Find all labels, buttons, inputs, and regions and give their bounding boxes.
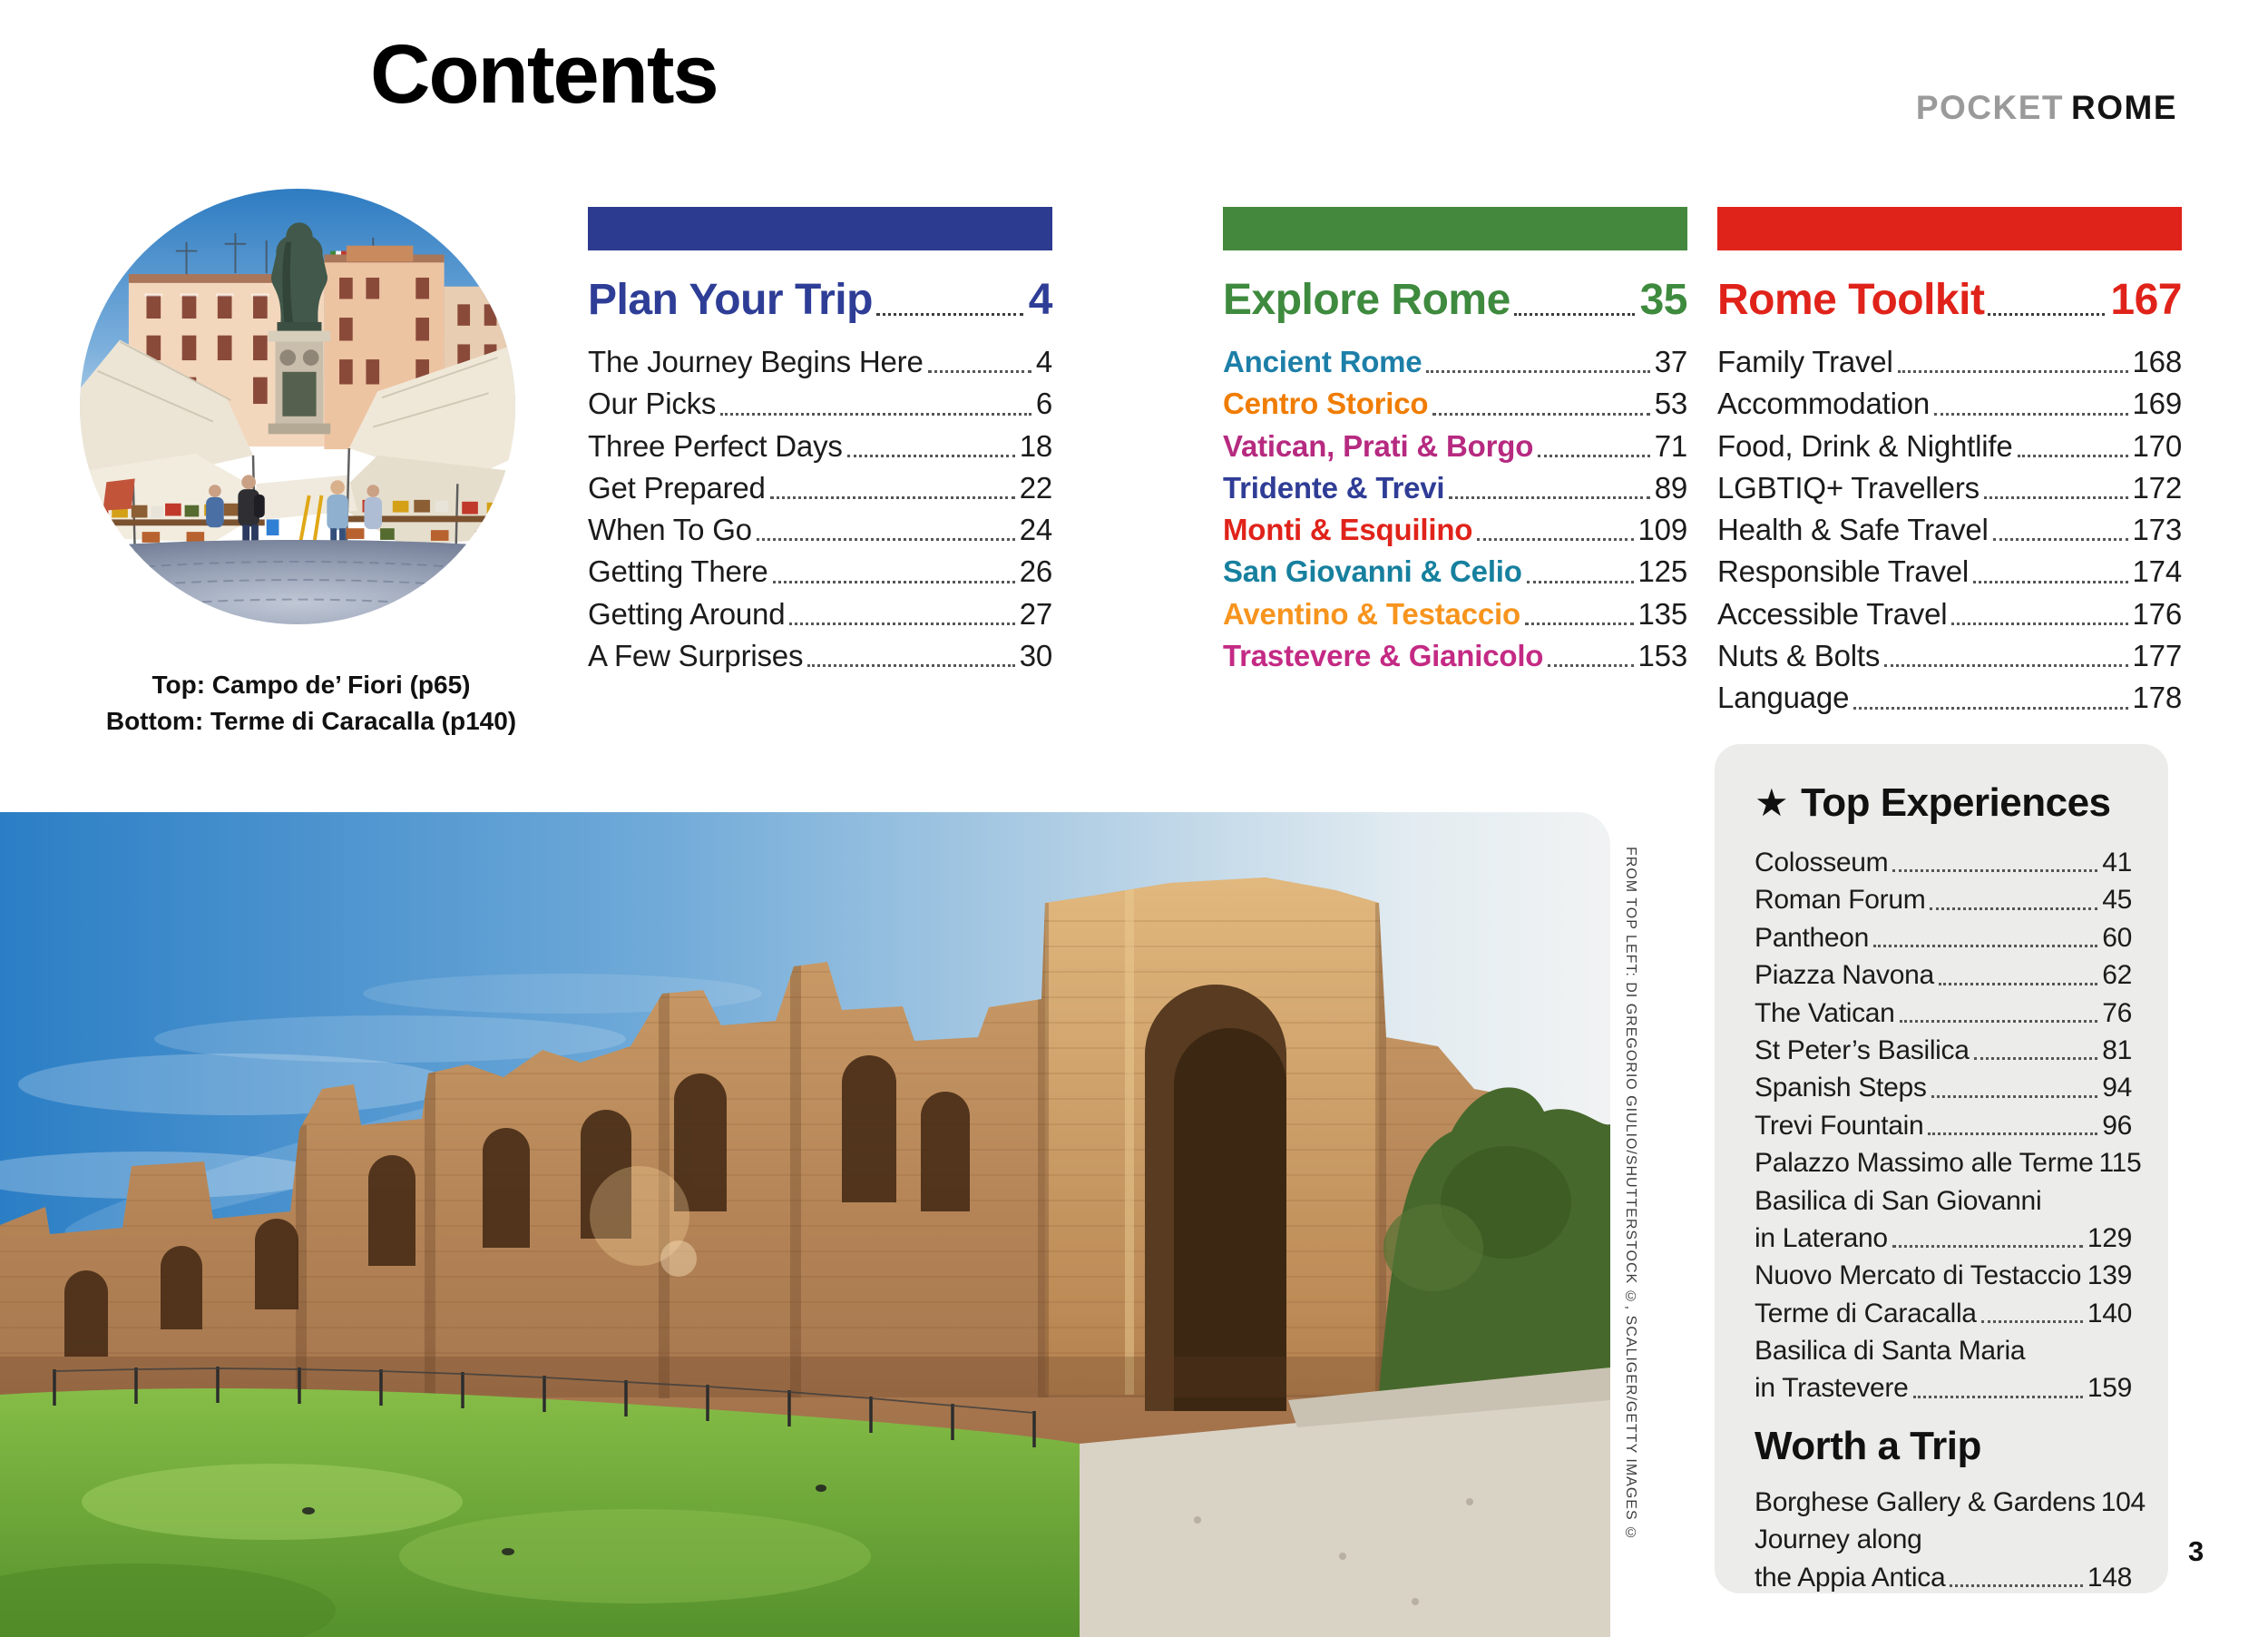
toc-item-label: in Trastevere xyxy=(1755,1373,1909,1404)
ruins-photo xyxy=(0,812,1610,1637)
toc-item xyxy=(1755,1182,2132,1220)
toc-item-page: 170 xyxy=(2132,428,2182,463)
toc-item-label: Centro Storico xyxy=(1223,387,1429,421)
section-page: 4 xyxy=(1028,276,1052,324)
toc-item xyxy=(1223,593,1687,635)
dotted-leader xyxy=(1891,844,2099,881)
toc-item xyxy=(588,551,1052,593)
section-explore-rome xyxy=(1223,207,1687,677)
toc-list xyxy=(1223,341,1687,677)
section-heading xyxy=(1223,272,1687,328)
dotted-leader xyxy=(1948,1559,2084,1596)
ruins-photo-illustration xyxy=(0,812,1610,1637)
toc-item xyxy=(588,593,1052,635)
section-color-bar xyxy=(1223,207,1687,250)
top-experiences-heading xyxy=(1755,777,2132,829)
toc-item xyxy=(588,383,1052,425)
toc-item xyxy=(588,426,1052,467)
section-page: 35 xyxy=(1639,276,1687,324)
toc-item-label: Getting There xyxy=(588,554,768,589)
dotted-leader xyxy=(846,426,1017,467)
toc-item xyxy=(588,635,1052,677)
toc-item-label: Vatican, Prati & Borgo xyxy=(1223,428,1534,463)
toc-item xyxy=(1755,881,2132,918)
toc-item-page: 18 xyxy=(1019,428,1052,463)
worth-a-trip-heading xyxy=(1755,1420,2132,1473)
section-page: 167 xyxy=(2110,276,2182,324)
toc-item-page: 104 xyxy=(2100,1486,2146,1517)
dotted-leader xyxy=(1447,467,1651,509)
toc-item xyxy=(1717,593,2182,635)
toc-item-label: Accessible Travel xyxy=(1717,596,1948,631)
toc-item-label: Ancient Rome xyxy=(1223,345,1422,378)
dotted-leader xyxy=(719,383,1033,425)
toc-item xyxy=(1717,635,2182,677)
dotted-leader xyxy=(1525,551,1636,593)
toc-item-label: Accommodation xyxy=(1717,387,1931,421)
toc-item-label: Pantheon xyxy=(1755,922,1870,953)
toc-item xyxy=(1755,1332,2132,1369)
toc-item-label: Health & Safe Travel xyxy=(1717,513,1989,547)
dotted-leader xyxy=(1991,509,2130,551)
toc-list xyxy=(1717,341,2182,720)
toc-item-page: 53 xyxy=(1654,387,1687,421)
toc-item-page: 96 xyxy=(2102,1110,2132,1141)
toc-item-label: Roman Forum xyxy=(1755,885,1926,916)
toc-item-page: 115 xyxy=(2098,1148,2142,1179)
toc-item xyxy=(1717,509,2182,551)
toc-item-page: 139 xyxy=(2087,1260,2132,1291)
toc-item xyxy=(1755,1257,2132,1294)
toc-item-page: 109 xyxy=(1637,513,1687,547)
dotted-leader xyxy=(787,593,1016,635)
toc-item-label: St Peter’s Basilica xyxy=(1755,1034,1970,1065)
toc-item-page: 159 xyxy=(2087,1373,2132,1404)
section-color-bar xyxy=(1717,207,2182,250)
toc-item-page: 45 xyxy=(2102,885,2132,916)
page-number: 3 xyxy=(2188,1535,2204,1567)
toc-item xyxy=(1755,956,2132,994)
toc-item xyxy=(1717,341,2182,383)
dotted-leader xyxy=(1911,1369,2085,1407)
toc-item xyxy=(1755,1069,2132,1106)
toc-item xyxy=(588,341,1052,383)
dotted-leader xyxy=(2084,1257,2085,1294)
toc-item-label: in Laterano xyxy=(1755,1222,1888,1253)
toc-item-label: Basilica di San Giovanni xyxy=(1755,1185,2042,1216)
toc-item-label: Get Prepared xyxy=(588,470,766,505)
dotted-leader xyxy=(1926,1107,2099,1144)
toc-item-label: Terme di Caracalla xyxy=(1755,1298,1977,1328)
dotted-leader xyxy=(1882,635,2129,677)
toc-item-label: Spanish Steps xyxy=(1755,1073,1927,1103)
toc-item-page: 140 xyxy=(2087,1298,2132,1328)
top-experiences-list xyxy=(1755,844,2142,1407)
section-heading xyxy=(588,272,1052,328)
dotted-leader xyxy=(1932,383,2130,425)
toc-item-page: 71 xyxy=(1654,428,1687,463)
dotted-leader xyxy=(1475,509,1635,551)
section-color-bar xyxy=(588,207,1052,250)
market-photo xyxy=(80,189,515,624)
photo-caption-line1: Top: Campo de’ Fiori (p65) xyxy=(152,671,471,699)
toc-item-label: Family Travel xyxy=(1717,345,1893,378)
toc-item xyxy=(1717,426,2182,467)
dotted-leader xyxy=(1431,383,1651,425)
toc-item-label: Piazza Navona xyxy=(1755,960,1934,991)
dotted-leader xyxy=(1928,881,2099,918)
toc-item-page: 176 xyxy=(2132,596,2182,631)
section-title: Explore Rome xyxy=(1223,276,1510,324)
dotted-leader xyxy=(1891,1220,2085,1257)
toc-item xyxy=(1755,919,2132,956)
toc-item xyxy=(1717,677,2182,719)
toc-item-page: 6 xyxy=(1035,387,1052,421)
toc-item xyxy=(1223,383,1687,425)
dotted-leader xyxy=(1950,593,2129,635)
toc-item-page: 60 xyxy=(2102,922,2132,953)
dotted-leader xyxy=(926,341,1033,383)
toc-item xyxy=(1755,995,2132,1032)
dotted-leader xyxy=(1546,635,1635,677)
toc-item xyxy=(1223,509,1687,551)
toc-item-page: 30 xyxy=(1019,639,1052,673)
toc-item xyxy=(1223,341,1687,383)
toc-item-label: Our Picks xyxy=(588,387,717,421)
toc-item xyxy=(1755,1559,2132,1596)
toc-item-label: Colosseum xyxy=(1755,848,1889,877)
dotted-leader xyxy=(1514,272,1637,328)
toc-item-label: San Giovanni & Celio xyxy=(1223,554,1522,589)
toc-item-page: 26 xyxy=(1019,554,1052,589)
dotted-leader xyxy=(1523,593,1636,635)
toc-item xyxy=(1755,1369,2132,1407)
dotted-leader xyxy=(1852,677,2129,719)
toc-item-label: Trevi Fountain xyxy=(1755,1110,1924,1141)
toc-item-page: 125 xyxy=(1637,554,1687,589)
toc-item-label: Nuovo Mercato di Testaccio xyxy=(1755,1260,2082,1291)
toc-item-page: 168 xyxy=(2132,345,2182,378)
toc-item-page: 169 xyxy=(2132,387,2182,421)
brand-logo xyxy=(1916,89,2177,127)
dotted-leader xyxy=(1988,272,2107,328)
section-title: Plan Your Trip xyxy=(588,276,873,324)
toc-item-label: Aventino & Testaccio xyxy=(1223,596,1520,631)
toc-item-page: 62 xyxy=(2102,960,2132,991)
dotted-leader xyxy=(1930,1069,2100,1106)
toc-item-page: 4 xyxy=(1035,345,1052,378)
toc-item xyxy=(1223,551,1687,593)
toc-item xyxy=(1755,1144,2142,1181)
toc-item-label: Trastevere & Gianicolo xyxy=(1223,639,1544,673)
worth-a-trip-list xyxy=(1755,1484,2146,1596)
dotted-leader xyxy=(771,551,1017,593)
dotted-leader xyxy=(876,272,1025,328)
dotted-leader xyxy=(1898,995,2100,1032)
toc-item xyxy=(1755,844,2132,881)
star-icon: ★ xyxy=(1755,781,1789,824)
toc-item-label: The Vatican xyxy=(1755,997,1895,1028)
worth-a-trip-title: Worth a Trip xyxy=(1755,1423,1981,1468)
toc-item-page: 27 xyxy=(1019,596,1052,631)
toc-item xyxy=(1223,467,1687,509)
section-rome-toolkit xyxy=(1717,207,2182,720)
photo-credit: FROM TOP LEFT: DI GREGORIO GIULIO/SHUTTERSTOCK ©, SCALIGER/GETTY IMAGES © xyxy=(1623,847,1638,1543)
toc-item-label: Monti & Esquilino xyxy=(1223,513,1473,547)
toc-item-label: Food, Drink & Nightlife xyxy=(1717,428,2013,463)
toc-item-label: Three Perfect Days xyxy=(588,428,843,463)
toc-item-page: 89 xyxy=(1654,470,1687,505)
toc-item xyxy=(1755,1107,2132,1144)
toc-item-label: Getting Around xyxy=(588,596,786,631)
page-title: Contents xyxy=(370,28,718,121)
toc-item-page: 41 xyxy=(2102,848,2132,877)
dotted-leader xyxy=(768,467,1017,509)
dotted-leader xyxy=(2016,426,2130,467)
photo-caption-line2: Bottom: Terme di Caracalla (p140) xyxy=(105,707,517,735)
dotted-leader xyxy=(1896,341,2130,383)
toc-item xyxy=(1755,1484,2146,1521)
section-title: Rome Toolkit xyxy=(1717,276,1985,324)
toc-item-label: Tridente & Trevi xyxy=(1223,470,1445,505)
toc-item-label: LGBTIQ+ Travellers xyxy=(1717,470,1980,505)
dotted-leader xyxy=(755,509,1017,551)
toc-item xyxy=(1755,1032,2132,1069)
toc-item-page: 22 xyxy=(1019,470,1052,505)
toc-item-label: Nuts & Bolts xyxy=(1717,639,1881,673)
toc-item xyxy=(1755,1521,2132,1558)
toc-item-label: A Few Surprises xyxy=(588,639,804,673)
toc-item xyxy=(1223,635,1687,677)
market-photo-illustration xyxy=(80,189,515,624)
toc-item-page: 153 xyxy=(1637,639,1687,673)
toc-list xyxy=(588,341,1052,677)
toc-item-page: 174 xyxy=(2132,554,2182,589)
toc-item-page: 173 xyxy=(2132,513,2182,547)
toc-item-page: 81 xyxy=(2102,1034,2132,1065)
toc-item-label: Journey along xyxy=(1755,1524,1922,1555)
toc-item xyxy=(1755,1295,2132,1332)
toc-item-label: Responsible Travel xyxy=(1717,554,1970,589)
toc-item xyxy=(588,509,1052,551)
toc-item-label: When To Go xyxy=(588,513,752,547)
photo-caption xyxy=(84,667,538,740)
toc-item-page: 76 xyxy=(2102,997,2132,1028)
toc-item-label: the Appia Antica xyxy=(1755,1562,1946,1593)
dotted-leader xyxy=(806,635,1016,677)
toc-item-label: Palazzo Massimo alle Terme xyxy=(1755,1148,2094,1179)
dotted-leader xyxy=(1424,341,1651,383)
toc-item-page: 178 xyxy=(2132,681,2182,715)
toc-item xyxy=(588,467,1052,509)
dotted-leader xyxy=(1872,919,2099,956)
brand-pocket: POCKET xyxy=(1915,89,2064,126)
toc-item xyxy=(1223,426,1687,467)
dotted-leader xyxy=(1971,551,2129,593)
toc-item-page: 172 xyxy=(2132,470,2182,505)
top-experiences-title: Top Experiences xyxy=(1801,780,2111,825)
top-experiences-panel xyxy=(1715,744,2168,1593)
toc-item-page: 129 xyxy=(2087,1222,2132,1253)
toc-item xyxy=(1717,383,2182,425)
toc-item-page: 37 xyxy=(1654,345,1687,378)
section-heading xyxy=(1717,272,2182,328)
toc-item-page: 135 xyxy=(1637,596,1687,631)
dotted-leader xyxy=(1982,467,2130,509)
toc-item-page: 177 xyxy=(2132,639,2182,673)
toc-item-page: 148 xyxy=(2087,1562,2132,1593)
dotted-leader xyxy=(1980,1295,2085,1332)
brand-rome: ROME xyxy=(2071,89,2177,126)
toc-item xyxy=(1755,1220,2132,1257)
toc-item-page: 24 xyxy=(1019,513,1052,547)
toc-item-label: Basilica di Santa Maria xyxy=(1755,1336,2026,1367)
toc-item-label: The Journey Begins Here xyxy=(588,345,924,378)
dotted-leader xyxy=(1972,1032,2100,1069)
toc-item xyxy=(1717,551,2182,593)
toc-item-label: Borghese Gallery & Gardens xyxy=(1755,1486,2096,1517)
toc-item-label: Language xyxy=(1717,681,1850,715)
dotted-leader xyxy=(1937,956,2099,994)
dotted-leader xyxy=(1536,426,1652,467)
section-plan-your-trip xyxy=(588,207,1052,677)
toc-item xyxy=(1717,467,2182,509)
toc-item-page: 94 xyxy=(2102,1073,2132,1103)
